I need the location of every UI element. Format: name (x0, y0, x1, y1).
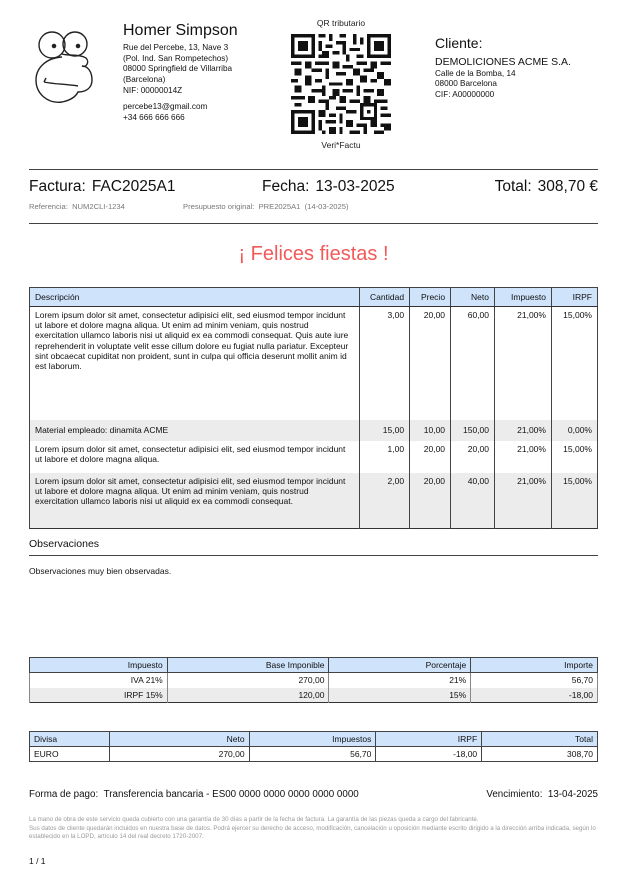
col-taxes: Impuestos (249, 732, 376, 747)
col-taxable-base: Base Imponible (167, 658, 329, 673)
qr-title: QR tributario (316, 18, 366, 28)
item-price: 20,00 (410, 307, 451, 420)
item-net: 60,00 (451, 307, 495, 420)
legal-notice (29, 816, 601, 842)
issuer-address (123, 43, 232, 97)
divider (29, 169, 598, 170)
invoice-date-value: 13-03-2025 (315, 178, 395, 195)
col-net: Neto (109, 732, 249, 747)
item-description: Lorem ipsum dolor sit amet, consectetur adipisici elit, sed eiusmod tempor incidunt ut labore et dolore magna aliqua. Ut enim ad minim veniam, quis nostrud exercitation ullamco laboris nisi ut aliquid ex ea commodi consequat. (30, 473, 360, 529)
table-row (30, 307, 598, 420)
tax-name: IRPF 15% (30, 688, 168, 703)
table-row (30, 688, 598, 703)
total-net: 270,00 (109, 747, 249, 762)
tax-amount: -18,00 (471, 688, 598, 703)
table-row (30, 441, 598, 473)
item-price: 10,00 (410, 420, 451, 441)
item-irpf: 15,00% (551, 441, 597, 473)
tax-header-row (30, 658, 598, 673)
tax-percentage: 15% (329, 688, 471, 703)
issuer-name: Homer Simpson (123, 22, 238, 39)
item-irpf: 15,00% (551, 307, 597, 420)
issuer-email: percebe13@gmail.com (123, 102, 208, 111)
col-price: Precio (410, 288, 451, 307)
table-row (30, 473, 598, 529)
invoice-number-value: FAC2025A1 (91, 178, 176, 195)
table-row (30, 420, 598, 441)
invoice-date (262, 178, 395, 196)
issuer-address-line: (Barcelona) (123, 74, 166, 84)
reference-value: NUM2CLI-1234 (72, 202, 125, 211)
table-row (30, 673, 598, 688)
col-amount: Importe (471, 658, 598, 673)
invoice-number-label: Factura: (29, 178, 86, 195)
tax-summary-table (29, 657, 598, 703)
client-cif: CIF: A00000000 (435, 89, 495, 99)
col-quantity: Cantidad (360, 288, 410, 307)
col-tax-name: Impuesto (30, 658, 168, 673)
item-irpf: 15,00% (551, 473, 597, 529)
issuer-address-line: Rue del Percebe, 13, Nave 3 (123, 43, 229, 52)
col-tax: Impuesto (495, 288, 552, 307)
client-label: Cliente: (435, 35, 483, 51)
totals-table (29, 731, 598, 762)
issuer-address-line: (Pol. Ind. San Rompetechos) (123, 53, 229, 63)
col-irpf: IRPF (376, 732, 482, 747)
company-logo (32, 22, 108, 108)
item-tax: 21,00% (495, 441, 552, 473)
item-net: 150,00 (451, 420, 495, 441)
item-quantity: 2,00 (360, 473, 410, 529)
observations-title: Observaciones (29, 538, 100, 550)
issuer-nif: NIF: 00000014Z (123, 86, 183, 96)
item-description: Material empleado: dinamita ACME (30, 420, 360, 441)
divider (29, 555, 598, 556)
divider (29, 223, 598, 224)
item-tax: 21,00% (495, 473, 552, 529)
due-date-value: 13-04-2025 (547, 789, 598, 800)
qr-code (291, 34, 391, 134)
col-description: Descripción (30, 288, 360, 307)
payment-label: Forma de pago: (29, 789, 99, 800)
total-irpf: -18,00 (376, 747, 482, 762)
item-price: 20,00 (410, 441, 451, 473)
tax-base: 270,00 (167, 673, 329, 688)
homer-face-icon (32, 22, 108, 108)
due-date-label: Vencimiento: (486, 789, 543, 800)
budget-date: (14-03-2025) (304, 202, 349, 211)
item-quantity: 1,00 (360, 441, 410, 473)
invoice-total-value: 308,70 € (537, 178, 598, 195)
tax-base: 120,00 (167, 688, 329, 703)
client-address-line: Calle de la Bomba, 14 (435, 69, 516, 78)
item-description: Lorem ipsum dolor sit amet, consectetur adipisici elit, sed eiusmod tempor incidunt ut labore et dolore magna aliqua. (30, 441, 360, 473)
payment-method (29, 789, 359, 800)
item-quantity: 15,00 (360, 420, 410, 441)
invoice-total (495, 178, 598, 196)
tax-name: IVA 21% (30, 673, 168, 688)
invoice-budget (183, 202, 349, 211)
tax-percentage: 21% (329, 673, 471, 688)
observations-text: Observaciones muy bien observadas. (29, 566, 172, 576)
due-date (486, 789, 598, 800)
col-irpf: IRPF (551, 288, 597, 307)
item-net: 40,00 (451, 473, 495, 529)
col-currency: Divisa (30, 732, 110, 747)
issuer-phone: +34 666 666 666 (123, 112, 185, 122)
invoice-date-label: Fecha: (262, 178, 310, 195)
total-amount: 308,70 (482, 747, 598, 762)
item-price: 20,00 (410, 473, 451, 529)
item-net: 20,00 (451, 441, 495, 473)
legal-line: Sus datos de cliente quedarán incluidos en nuestra base de datos. Podrá ejercer su derecho de acceso, modificación, cancelación u oposición mediante escrito dirigido a la dirección arriba indicada, según lo establecido en la LOPD, artículo 14 del real decreto 1720-2007. (29, 824, 596, 841)
client-address (435, 69, 516, 100)
budget-value: PRE2025A1 (258, 202, 301, 211)
reference-label: Referencia: (29, 202, 68, 211)
invoice-total-label: Total: (494, 178, 532, 195)
client-address-line: 08000 Barcelona (435, 79, 497, 89)
invoice-reference (29, 202, 125, 211)
client-name: DEMOLICIONES ACME S.A. (435, 56, 571, 68)
item-quantity: 3,00 (360, 307, 410, 420)
item-tax: 21,00% (495, 307, 552, 420)
qr-footer: Veri*Factu (321, 140, 361, 150)
budget-label: Presupuesto original: (183, 202, 255, 211)
greeting-message: ¡ Felices fiestas ! (238, 243, 389, 265)
issuer-address-line: 08000 Springfield de Villarriba (123, 64, 233, 74)
totals-header-row (30, 732, 598, 747)
items-table (29, 287, 598, 529)
qr-code-icon (291, 34, 391, 134)
tax-amount: 56,70 (471, 673, 598, 688)
item-irpf: 0,00% (551, 420, 597, 441)
invoice-number (29, 178, 175, 196)
total-currency: EURO (30, 747, 110, 762)
legal-line: La mano de obra de este servicio queda cubierto con una garantía de 30 días a partir de la fecha de factura. La garantía de las piezas queda a cargo del fabricante. (29, 816, 479, 823)
col-total: Total (482, 732, 598, 747)
item-tax: 21,00% (495, 420, 552, 441)
page-number: 1 / 1 (29, 856, 46, 866)
total-taxes: 56,70 (249, 747, 376, 762)
items-header-row (30, 288, 598, 307)
issuer-contact (123, 102, 207, 123)
col-net: Neto (451, 288, 495, 307)
payment-value: Transferencia bancaria - ES00 0000 0000 0000 0000 0000 (103, 789, 359, 800)
table-row (30, 747, 598, 762)
item-description: Lorem ipsum dolor sit amet, consectetur adipisici elit, sed eiusmod tempor incidunt ut labore et dolore magna aliqua. Ut enim ad minim veniam, quis nostrud exercitation ullamco laboris nisi ut aliquid ex ea commodi consequat. Quis aute iure reprehenderit in voluptate velit esse cillum dolore eu fugiat nulla pariatur. Excepteur sint obcaecat cupiditat non proident, sunt in culpa qui officia deserunt mollit anim id est laborum. (30, 307, 360, 420)
col-percentage: Porcentaje (329, 658, 471, 673)
